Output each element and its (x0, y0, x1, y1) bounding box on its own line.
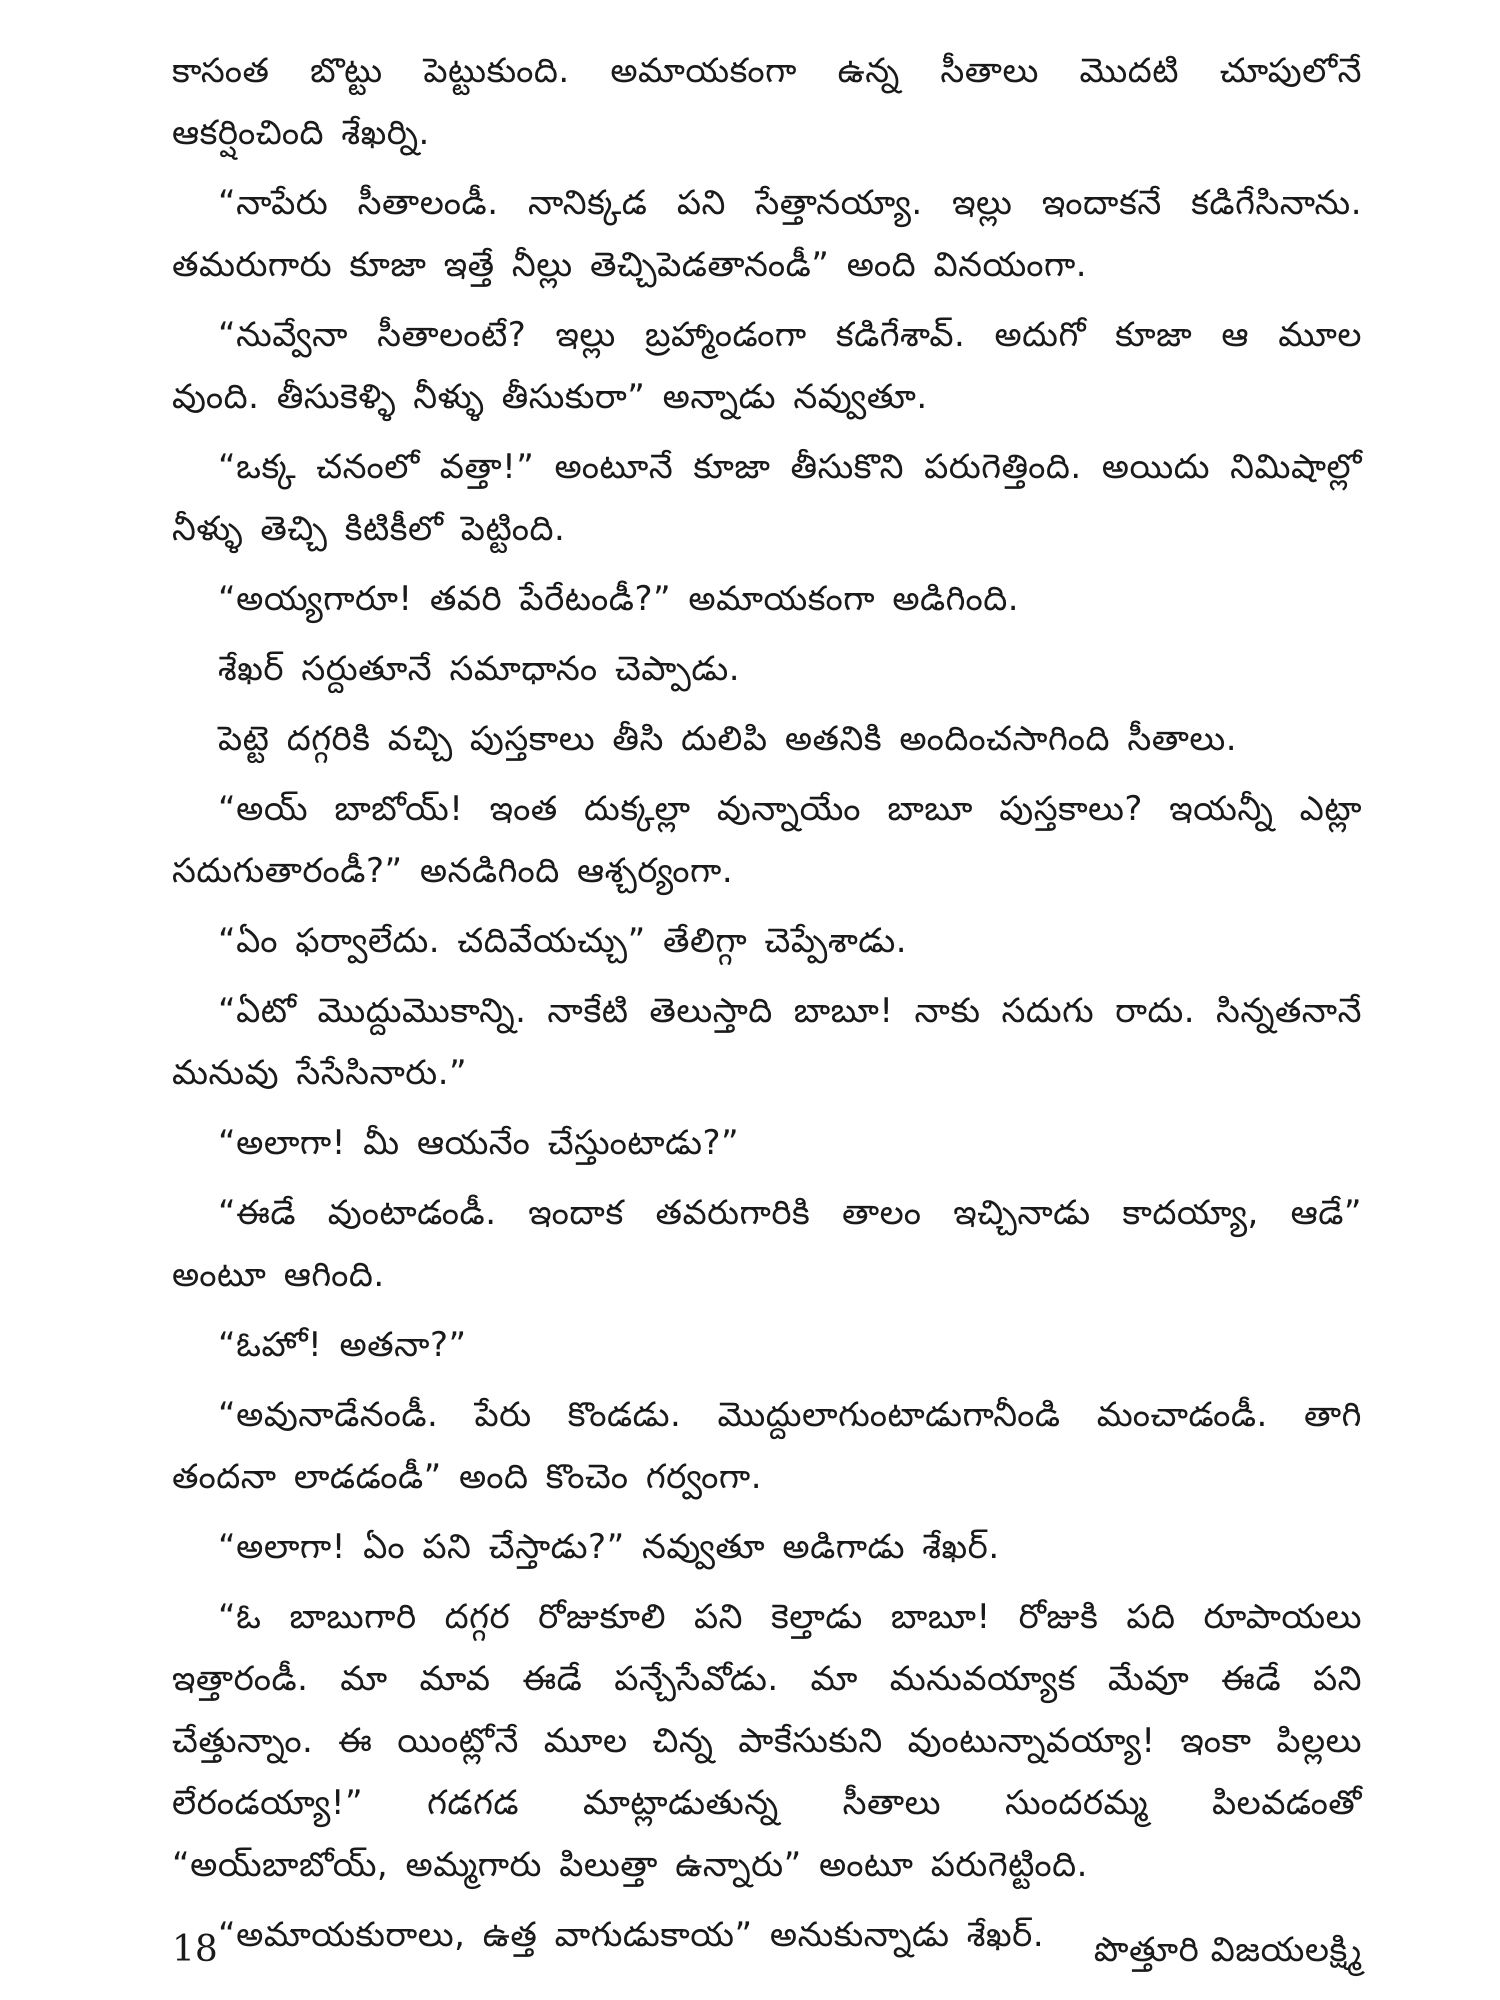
paragraph-11: “అలాగా! మీ ఆయనేం చేస్తుంటాడు?” (218, 1123, 740, 1163)
paragraph-4: “ఒక్క చనంలో వత్తా!” అంటూనే కూజా తీసుకొని పరుగెత్తింది. అయిదు నిమిషాల్లో నీళ్ళు తెచ్చి కిటికీలో పెట్టింది. (172, 447, 1362, 549)
paragraph-1: కాసంత బొట్టు పెట్టుకుంది. అమాయకంగా ఉన్న సీతాలు మొదటి చూపులోనే ఆకర్షించింది శేఖర్ని. (172, 51, 1362, 153)
page-footer (172, 1925, 1362, 1975)
body-text (172, 40, 1362, 1974)
paragraph-3: “నువ్వేనా సీతాలంటే? ఇల్లు బ్రహ్మాండంగా కడిగేశావ్. అదుగో కూజా ఆ మూల వుంది. తీసుకెళ్ళి నీళ్ళు తీసుకురా” అన్నాడు నవ్వుతూ. (172, 315, 1362, 417)
paragraph-15: “అలాగా! ఏం పని చేస్తాడు?” నవ్వుతూ అడిగాడు శేఖర్. (218, 1527, 1000, 1567)
paragraph-17: “అమాయకురాలు, ఉత్త వాగుడుకాయ” అనుకున్నాడు శేఖర్. (218, 1915, 1045, 1955)
paragraph-5: “అయ్యగారూ! తవరి పేరేటండీ?” అమాయకంగా అడిగింది. (218, 579, 1020, 619)
paragraph-6: శేఖర్ సర్దుతూనే సమాధానం చెప్పాడు. (218, 649, 741, 689)
paragraph-14: “అవునాడేనండీ. పేరు కొండడు. మొద్దులాగుంటాడుగానీండి మంచాడండీ. తాగి తందనా లాడడండీ” అంది కొంచెం గర్వంగా. (172, 1395, 1362, 1497)
paragraph-16: “ఓ బాబుగారి దగ్గర రోజుకూలి పని కెల్తాడు బాబూ! రోజుకి పది రూపాయలు ఇత్తారండీ. మా మావ ఈడే పన్చేసేవోడు. మా మనువయ్యాక మేవూ ఈడే పని చేత్తున్నాం. ఈ యింట్లోనే మూల చిన్న పాకేసుకుని వుంటున్నావయ్యా! ఇంకా పిల్లలు లేరండయ్యా!” గడగడ మాట్లాడుతున్న సీతాలు సుందరమ్మ పిలవడంతో “అయ్‌బాబోయ్, అమ్మగారు పిలుత్తా ఉన్నారు” అంటూ పరుగెట్టింది. (172, 1597, 1362, 1885)
paragraph-10: “ఏటో మొద్దుమొకాన్ని. నాకేటి తెలుస్తాది బాబూ! నాకు సదుగు రాదు. సిన్నతనానే మనువు సేసేసినారు.” (172, 991, 1362, 1093)
paragraph-2: “నాపేరు సీతాలండీ. నానిక్కడ పని సేత్తానయ్యా. ఇల్లు ఇందాకనే కడిగేసినాను. తమరుగారు కూజా ఇత్తే నీల్లు తెచ్చిపెడతానండీ” అంది వినయంగా. (172, 183, 1362, 285)
page-number: 18 (172, 1929, 218, 1970)
paragraph-12: “ఈడే వుంటాడండీ. ఇందాక తవరుగారికి తాలం ఇచ్చినాడు కాదయ్యా, ఆడే” అంటూ ఆగింది. (172, 1193, 1362, 1295)
paragraph-9: “ఏం ఫర్వాలేదు. చదివేయచ్చు” తేలిగ్గా చెప్పేశాడు. (218, 921, 908, 961)
author-name: పొత్తూరి విజయలక్ష్మి (1093, 1930, 1362, 1970)
paragraph-8: “అయ్ బాబోయ్! ఇంత దుక్కల్లా వున్నాయేం బాబూ పుస్తకాలు? ఇయన్నీ ఎట్లా సదుగుతారండీ?” అనడిగింది ఆశ్చర్యంగా. (172, 789, 1362, 891)
paragraph-7: పెట్టె దగ్గరికి వచ్చి పుస్తకాలు తీసి దులిపి అతనికి అందించసాగింది సీతాలు. (218, 719, 1238, 759)
paragraph-13: “ఓహో! అతనా?” (218, 1325, 467, 1365)
